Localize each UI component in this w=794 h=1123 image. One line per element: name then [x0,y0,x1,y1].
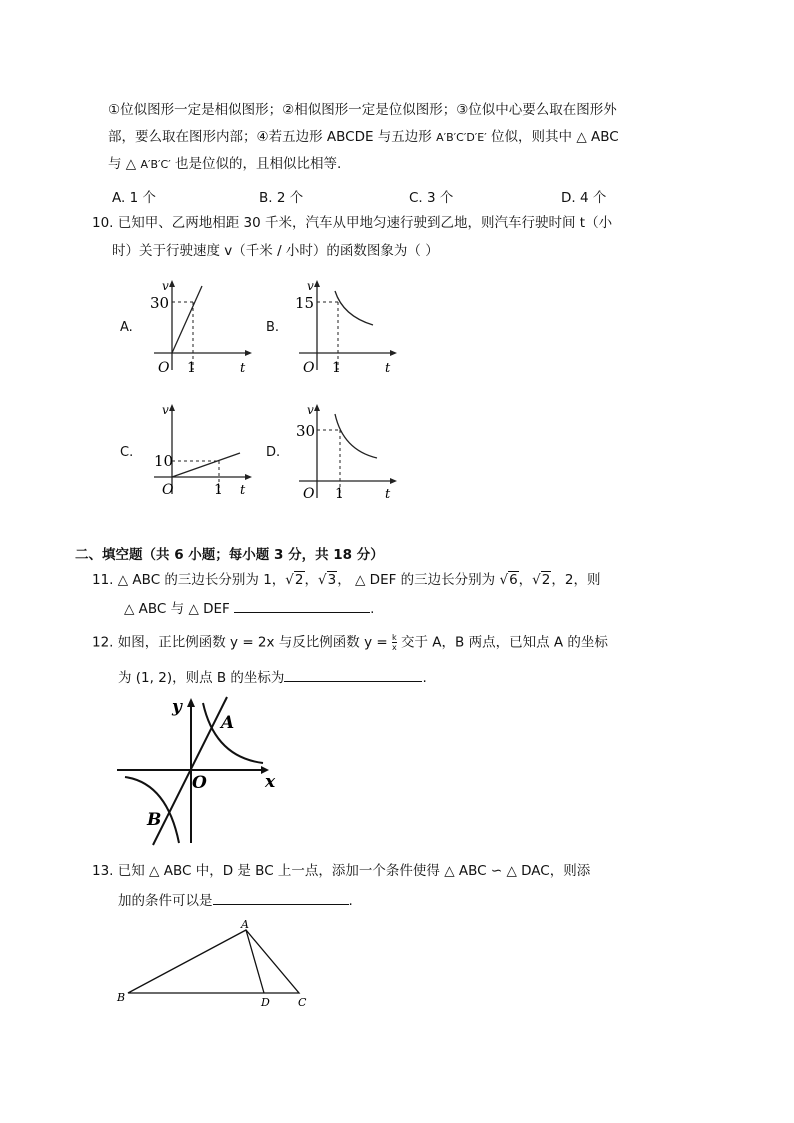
graph-c-x-arrow [245,474,252,480]
graph-a-curve [172,286,202,353]
q10-line1: 10. 已知甲、乙两地相距 30 千米，汽车从甲地匀速行驶到乙地，则汽车行驶时间 t（小 [92,215,613,231]
graph-c [140,400,260,500]
graph-b-xtick: 1 [332,360,341,376]
graph-a-y-arrow [169,280,175,287]
graph-d [285,400,405,500]
graph-c-ytick: 10 [154,452,174,470]
q13-line2-text: 加的条件可以是 [118,893,213,909]
q9-line2-a: 部，要么取在图形内部；④若五边形 ABCDE 与五边形 [108,129,437,145]
q12-line2 [118,667,427,687]
graph-d-x-arrow [390,478,397,484]
q12-hyperbola-q1 [203,703,263,763]
sqrt-3: √3 [318,572,337,588]
q12-part1: 12. 如图，正比例函数 y = 2x 与反比例函数 y = [92,634,392,651]
q11-sep2: ， [518,572,533,588]
graph-c-origin: O [162,482,174,498]
graph-d-v: v [307,403,314,417]
q13-answer-blank[interactable] [213,890,349,905]
graph-b-origin: O [303,360,315,376]
graph-a-t: t [240,361,246,376]
graph-a-v: v [162,279,169,293]
graph-b-ytick: 15 [295,294,315,312]
graph-a [140,278,260,378]
graph-d-y-arrow [314,404,320,411]
q12-a-label: A [221,713,235,733]
q11-end: . [370,601,375,617]
q10-line2: 时）关于行驶速度 v（千米 / 小时）的函数图象为（ ） [112,243,439,259]
graph-b-t: t [385,361,391,376]
q9-line2-c: 位似，则其中 △ ABC [486,129,619,145]
sqrt-3-value: 3 [327,572,337,588]
graph-b-x-arrow [390,350,397,356]
q11-line2 [124,598,374,618]
q11-line1 [92,571,600,589]
q12-frac-num: k [392,633,397,642]
graph-c-t: t [240,483,246,498]
graph-b [285,278,405,378]
q9-triangle-prime: A′B′C′ [140,158,171,171]
q11-part3: ，2，则 [551,572,601,588]
q12-y-label: y [172,697,182,717]
sqrt-2-b-value: 2 [541,572,551,588]
q9-pentagon-prime: A′B′C′D′E′ [436,131,487,144]
q12-b-label: B [147,810,162,830]
q9-option-c: C. 3 个 [409,190,454,206]
graph-a-x-arrow [245,350,252,356]
graph-b-v: v [307,279,314,293]
graph-d-origin: O [303,486,315,502]
sqrt-2-a-value: 2 [294,572,304,588]
graph-d-label: D. [266,445,281,460]
q12-part2: 交于 A，B 两点，已知点 A 的坐标 [396,634,608,651]
graph-d-t: t [385,487,391,502]
graph-b-label: B. [266,320,280,335]
q11-sep1: ， [304,572,318,588]
section2-title: 二、填空题（共 6 小题；每小题 3 分，共 18 分） [75,547,384,563]
q9-option-a: A. 1 个 [112,190,156,206]
sqrt-2-b: √2 [532,572,551,588]
q11-answer-blank[interactable] [234,598,370,613]
graph-c-v: v [162,403,169,417]
sqrt-6-value: 6 [509,572,518,588]
graph-b-curve [335,291,373,325]
q12-answer-blank[interactable] [284,667,422,682]
graph-d-curve [335,414,377,458]
q9-line2 [108,128,619,147]
q12-x-label: x [265,772,276,792]
q12-line1 [92,633,608,652]
q13-triangle-abc [128,930,299,993]
q9-option-d: D. 4 个 [561,190,607,206]
graph-b-y-arrow [314,280,320,287]
q13-label-b: B [117,991,126,1004]
q13-label-a: A [241,918,249,931]
q13-label-c: C [298,996,307,1009]
sqrt-2-a: √2 [285,572,304,588]
q12-line2-text: 为 (1, 2)，则点 B 的坐标为 [118,670,285,686]
q11-part1: 11. △ ABC 的三边长分别为 1， [92,572,286,588]
q13-line2 [118,890,353,910]
graph-c-y-arrow [169,404,175,411]
q13-line1: 13. 已知 △ ABC 中，D 是 BC 上一点，添加一个条件使得 △ ABC ∽ △ DAC，则添 [92,863,591,879]
q13-label-d: D [261,996,270,1009]
q11-line2-text: △ ABC 与 △ DEF [124,601,230,617]
q12-figure [115,695,285,845]
q9-line3 [108,155,341,174]
graph-c-label: C. [120,445,134,460]
graph-a-origin: O [158,360,170,376]
graph-d-xtick: 1 [335,486,344,502]
q11-part2: ， △ DEF 的三边长分别为 [337,572,500,588]
q9-line1: ①位似图形一定是相似图形；②相似图形一定是位似图形；③位似中心要么取在图形外 [108,102,617,118]
q9-line3-a: 与 △ [108,156,141,172]
q12-frac-den: x [391,643,397,652]
q9-line3-c: 也是位似的，且相似比相等. [170,156,342,172]
graph-a-ytick: 30 [150,294,170,312]
graph-d-ytick: 30 [296,422,316,440]
q13-segment-ad [246,930,264,993]
sqrt-6: √6 [499,572,518,588]
q9-option-b: B. 2 个 [259,190,304,206]
graph-a-xtick: 1 [187,360,196,376]
graph-a-label: A. [120,320,133,335]
q13-end: . [348,893,353,909]
q13-figure [112,918,322,1013]
q12-end: . [422,670,427,686]
graph-c-xtick: 1 [214,482,223,498]
q12-origin-label: O [192,773,207,793]
q12-y-arrow [187,698,195,707]
graph-c-curve [172,453,240,477]
